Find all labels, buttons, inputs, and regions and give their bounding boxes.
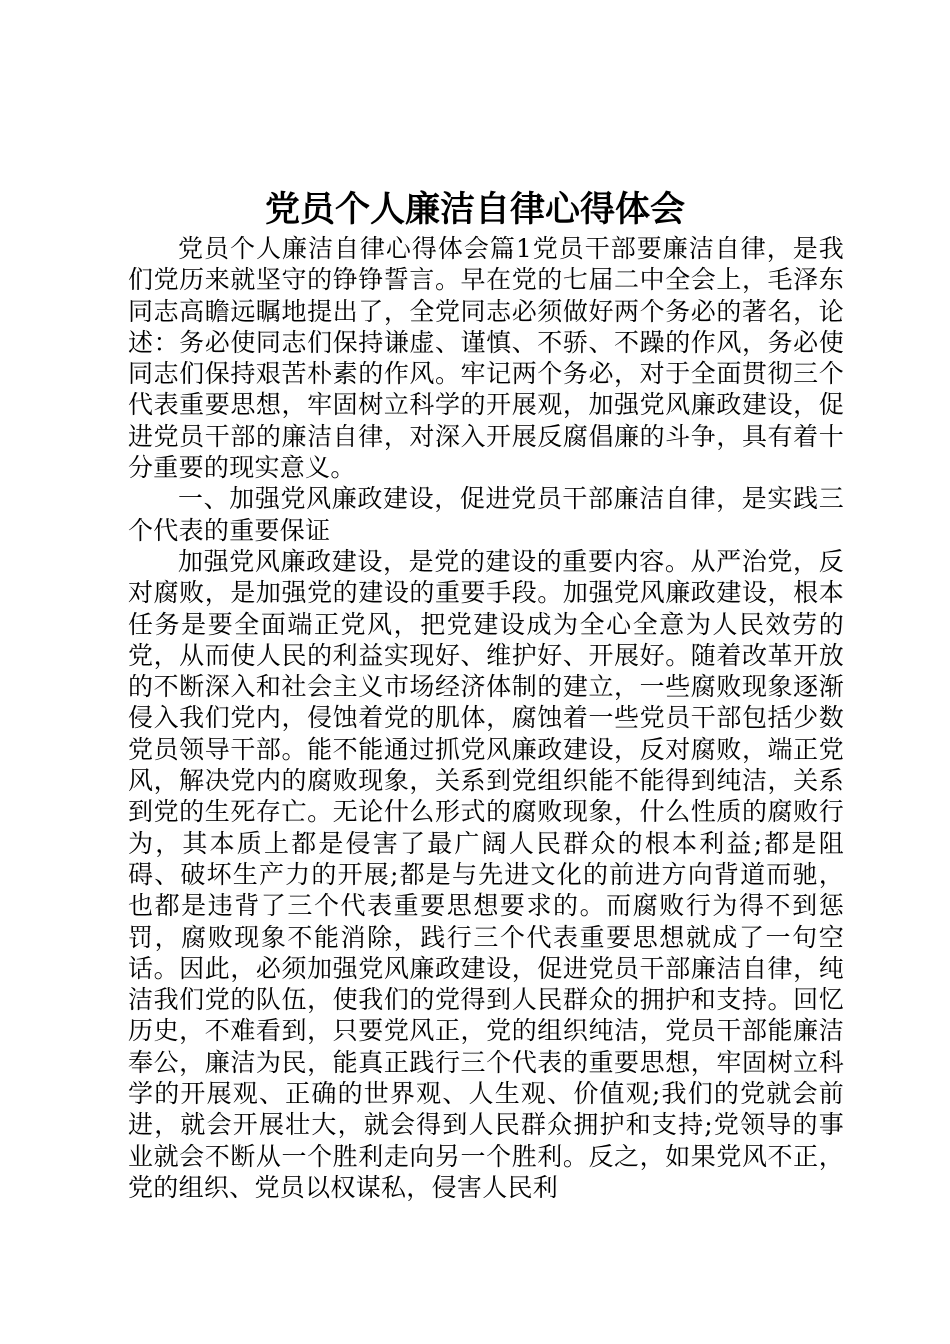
paragraph-section-1: 加强党风廉政建设，是党的建设的重要内容。从严治党，反对腐败，是加强党的建设的重要手段。加强党风廉政建设，根本任务是要全面端正党风，把党建设成为全心全意为人民效劳的党，从而使人民的利益实现好、维护好、开展好。随着改革开放的不断深入和社会主义市场经济体制的建立，一些腐败现象逐渐侵入我们党内，侵蚀着党的肌体，腐蚀着一些党员干部包括少数党员领导干部。能不能通过抓党风廉政建设，反对腐败，端正党风，解决党内的腐败现象，关系到党组织能不能得到纯洁，关系到党的生死存亡。无论什么形式的腐败现象，什么性质的腐败行为，其本质上都是侵害了最广阔人民群众的根本利益;都是阻碍、破坏生产力的开展;都是与先进文化的前进方向背道而驰，也都是违背了三个代表重要思想要求的。而腐败行为得不到惩罚，腐败现象不能消除，践行三个代表重要思想就成了一句空话。因此，必须加强党风廉政建设，促进党员干部廉洁自律，纯洁我们党的队伍，使我们的党得到人民群众的拥护和支持。回忆历史，不难看到，只要党风正，党的组织纯洁，党员干部能廉洁奉公，廉洁为民，能真正践行三个代表的重要思想，牢固树立科学的开展观、正确的世界观、人生观、价值观;我们的党就会前进，就会开展壮大，就会得到人民群众拥护和支持;党领导的事业就会不断从一个胜利走向另一个胜利。反之，如果党风不正，党的组织、党员以权谋私，侵害人民利 xyxy=(128,546,844,1202)
document-body xyxy=(128,233,844,1203)
document-title: 党员个人廉洁自律心得体会 xyxy=(264,190,685,230)
section-heading-1: 一、加强党风廉政建设，促进党员干部廉洁自律，是实践三个代表的重要保证 xyxy=(128,484,844,545)
paragraph-intro: 党员个人廉洁自律心得体会篇1党员干部要廉洁自律，是我们党历来就坚守的铮铮誓言。早在党的七届二中全会上，毛泽东同志高瞻远瞩地提出了，全党同志必须做好两个务必的著名，论述：务必使同志们保持谦虚、谨慎、不骄、不躁的作风，务必使同志们保持艰苦朴素的作风。牢记两个务必，对于全面贯彻三个代表重要思想，牢固树立科学的开展观，加强党风廉政建设，促进党员干部的廉洁自律，对深入开展反腐倡廉的斗争，具有着十分重要的现实意义。 xyxy=(128,234,844,483)
